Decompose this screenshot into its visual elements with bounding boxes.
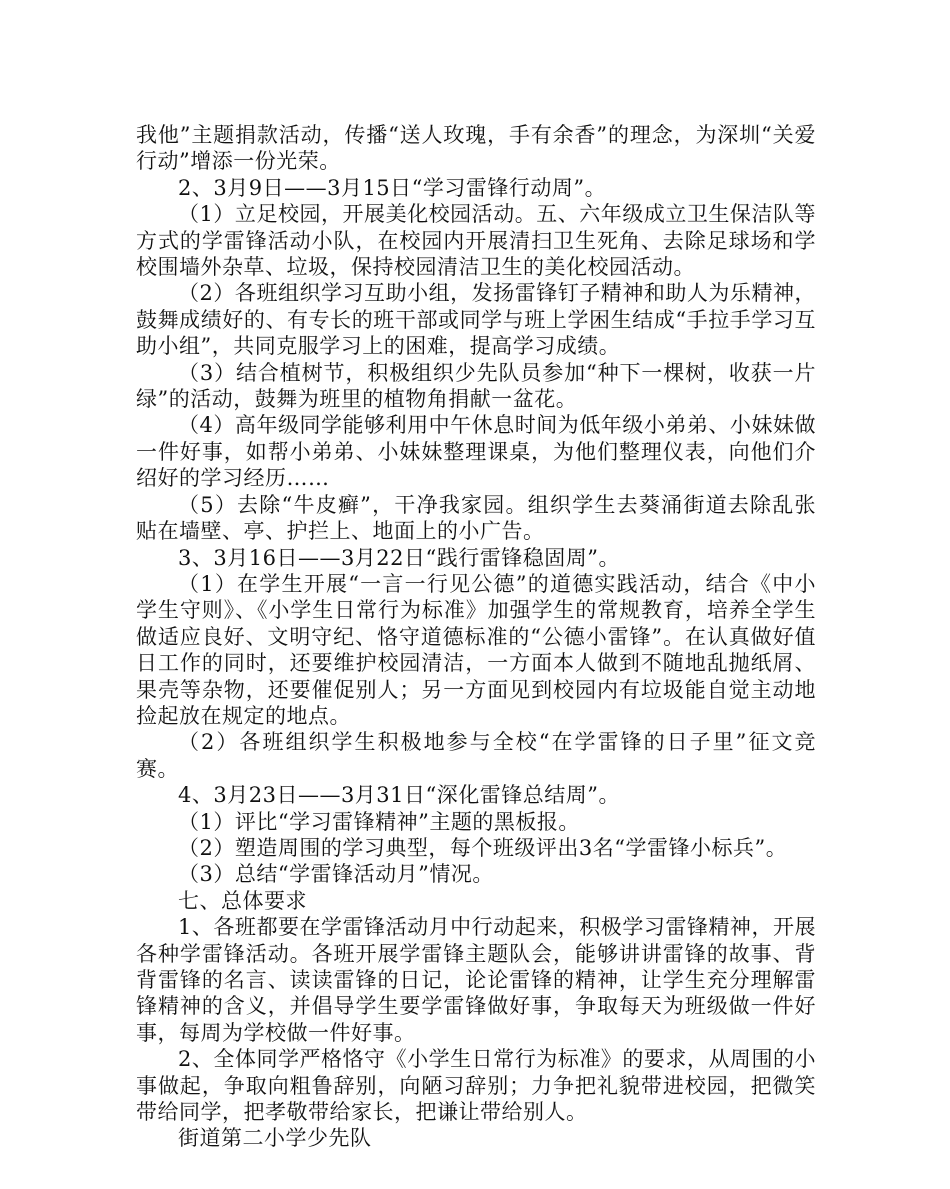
paragraph-week3-item1: （1）在学生开展“一言一行见公德”的道德实践活动，结合《中小学生守则》、《小学生日常行为标准》加强学生的常规教育，培养全学生做适应良好、文明守纪、恪守道德标准的“公德小雷锋”。在认真做好值日工作的同时，还要维护校园清洁，一方面本人做到不随地乱抛纸屑、果壳等杂物，还要催促别人；另一方面见到校园内有垃圾能自觉主动地捡起放在规定的地点。	[136, 571, 816, 728]
section-heading-requirements: 七、总体要求	[178, 888, 307, 913]
paragraph-week2-item4: （4）高年级同学能够利用中午休息时间为低年级小弟弟、小妹妹做一件好事，如帮小弟弟、小妹妹整理课桌，为他们整理仪表，向他们介绍好的学习经历……	[136, 413, 816, 491]
paragraph-requirement-1: 1、各班都要在学雷锋活动月中行动起来，积极学习雷锋精神，开展各种学雷锋活动。各班开展学雷锋主题队会，能够讲讲雷锋的故事、背背雷锋的名言、读读雷锋的日记，论论雷锋的精神，让学生充分理解雷锋精神的含义，并倡导学生要学雷锋做好事，争取每天为班级做一件好事，每周为学校做一件好事。	[136, 915, 816, 1045]
document-body	[136, 122, 816, 1152]
heading-week-2: 2、3月9日——3月15日“学习雷锋行动周”。	[178, 175, 607, 200]
paragraph-week4-item3: （3）总结“学雷锋活动月”情况。	[178, 862, 494, 887]
heading-week-3: 3、3月16日——3月22日“践行雷锋稳固周”。	[178, 545, 620, 570]
signature-line: 街道第二小学少先队	[178, 1126, 372, 1151]
paragraph-week2-item3: （3）结合植树节，积极组织少先队员参加“种下一棵树，收获一片绿”的活动，鼓舞为班里的植物角捐献一盆花。	[136, 360, 816, 412]
heading-week-4: 4、3月23日——3月31日“深化雷锋总结周”。	[178, 783, 620, 808]
paragraph-week3-item2: （2）各班组织学生积极地参与全校“在学雷锋的日子里”征文竞赛。	[136, 730, 816, 781]
paragraph-week2-item2: （2）各班组织学习互助小组，发扬雷锋钉子精神和助人为乐精神，鼓舞成绩好的、有专长的班干部或同学与班上学困生结成“手拉手学习互助小组”，共同克服学习上的困难，提高学习成绩。	[136, 281, 816, 359]
paragraph-week4-item2: （2）塑造周围的学习典型，每个班级评出3名“学雷锋小标兵”。	[178, 835, 788, 860]
paragraph-week2-item5: （5）去除“牛皮癣”，干净我家园。组织学生去葵涌街道去除乱张贴在墙壁、亭、护拦上、地面上的小广告。	[136, 492, 816, 544]
paragraph-week2-item1: （1）立足校园，开展美化校园活动。五、六年级成立卫生保洁队等方式的学雷锋活动小队，在校园内开展清扫卫生死角、去除足球场和学校围墙外杂草、垃圾，保持校园清洁卫生的美化校园活动。	[136, 202, 816, 280]
paragraph-requirement-2: 2、全体同学严格恪守《小学生日常行为标准》的要求，从周围的小事做起，争取向粗鲁辞别，向陋习辞别；力争把礼貌带进校园，把微笑带给同学，把孝敬带给家长，把谦让带给别人。	[136, 1047, 816, 1125]
paragraph-intro-continuation: 我他”主题捐款活动，传播“送人玫瑰，手有余香”的理念，为深圳“关爱行动”增添一份光荣。	[136, 123, 816, 174]
paragraph-week4-item1: （1）评比“学习雷锋精神”主题的黑板报。	[178, 809, 580, 834]
